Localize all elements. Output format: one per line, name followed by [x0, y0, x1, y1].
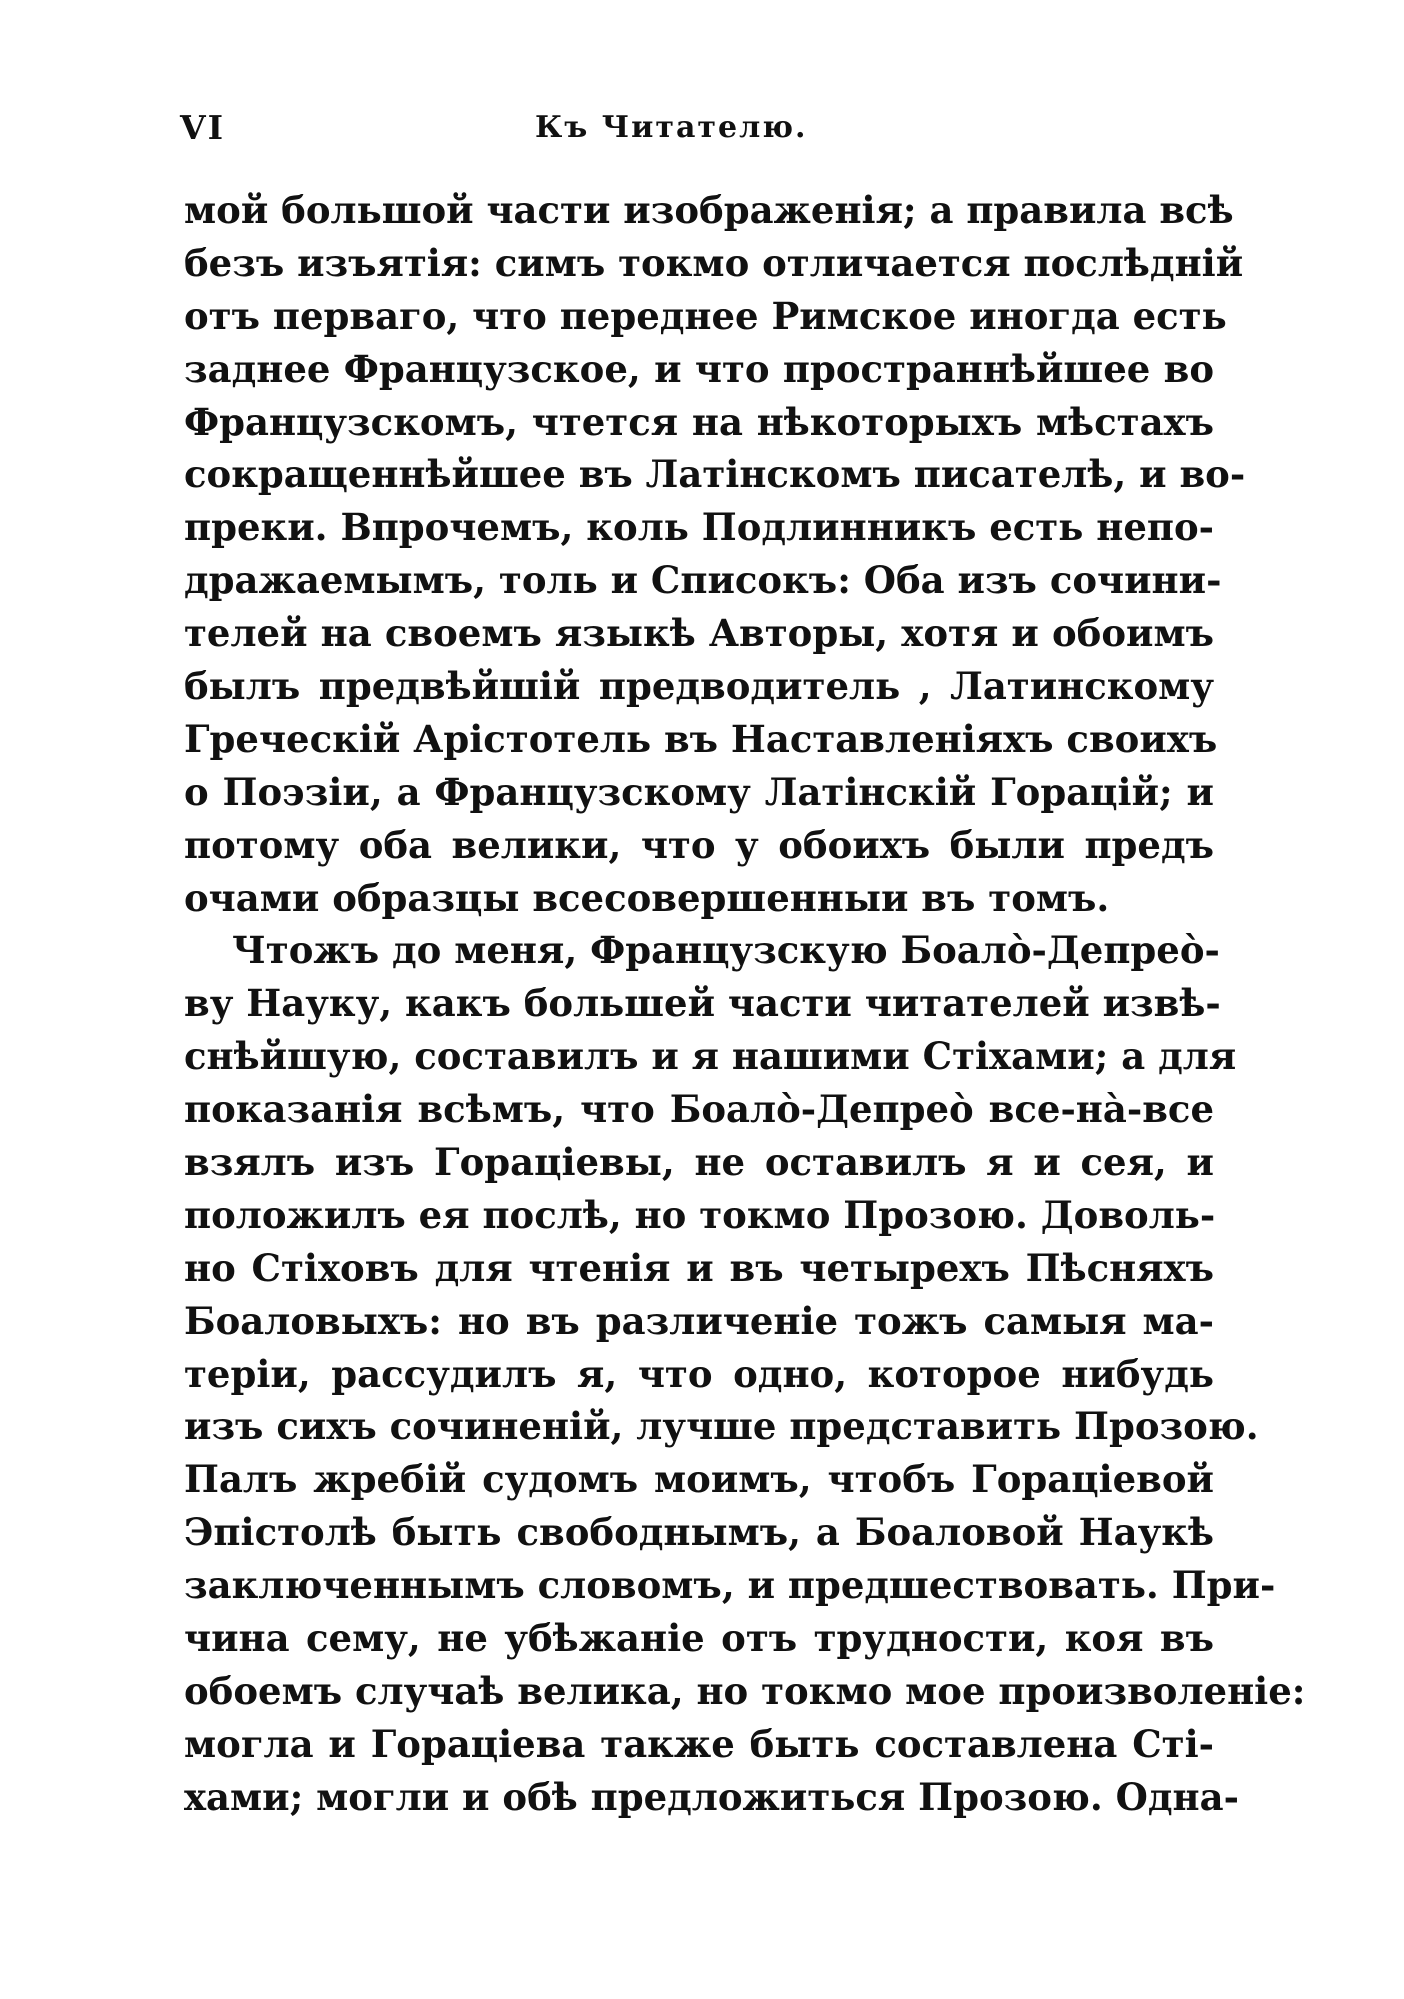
text-line: сокращеннѣйшее въ Латінскомъ писателѣ, и во-: [184, 452, 1246, 497]
text-line: снѣйшую, составилъ и я нашими Стіхами; а для: [184, 1034, 1237, 1079]
text-line: ву Науку, какъ большей части читателей извѣ-: [184, 981, 1221, 1026]
text-line: обоемъ случаѣ велика, но токмо мое произволеніе:: [184, 1668, 1306, 1713]
paragraph-end-line: очами образцы всесовершенныи въ томъ.: [184, 875, 1110, 920]
text-line: Французскомъ, чтется на нѣкоторыхъ мѣстахъ: [184, 399, 1214, 444]
text-line: но Стіховъ для чтенія и въ четырехъ Пѣсняхъ: [184, 1245, 1214, 1290]
text-line: былъ предвѣйшій предводитель , Латинскому: [184, 664, 1214, 709]
text-line: изъ сихъ сочиненій, лучше представить Прозою.: [184, 1404, 1259, 1449]
text-line: отъ перваго, что переднее Римское иногда есть: [184, 293, 1227, 338]
text-line: чина сему, не убѣжаніе отъ трудности, коя въ: [184, 1616, 1214, 1661]
text-line: заднее Французское, и что пространнѣйшее во: [184, 346, 1214, 391]
paragraph-start-line: Чтожъ до меня, Французскую Боалò-Депреò-: [232, 928, 1220, 973]
body-text: [184, 184, 1306, 1824]
text-line: хами; могли и обѣ предложиться Прозою. Одна-: [184, 1774, 1239, 1819]
text-line: теріи, рассудилъ я, что одно, которое нибудь: [184, 1351, 1214, 1396]
text-line: могла и Гораціева также быть составлена Сті-: [184, 1721, 1214, 1766]
text-line: преки. Впрочемъ, коль Подлинникъ есть непо-: [184, 505, 1214, 550]
text-line: Эпістолѣ быть свободнымъ, а Боаловой Наукѣ: [184, 1510, 1214, 1555]
text-line: телей на своемъ языкѣ Авторы, хотя и обоимъ: [184, 611, 1214, 656]
text-line: потому оба велики, что у обоихъ были предъ: [184, 822, 1214, 867]
text-line: положилъ ея послѣ, но токмо Прозою. Доволь-: [184, 1192, 1216, 1237]
text-line: Греческій Арістотель въ Наставленіяхъ своихъ: [184, 716, 1218, 761]
text-line: мой большой части изображенія; а правила всѣ: [184, 188, 1234, 232]
page-number: VI: [180, 108, 226, 147]
text-line: заключеннымъ словомъ, и предшествовать. При-: [184, 1563, 1276, 1608]
text-line: взялъ изъ Гораціевы, не оставилъ я и сея, и: [184, 1140, 1214, 1185]
text-line: безъ изъятія: симъ токмо отличается послѣдній: [184, 240, 1244, 285]
text-line: о Поэзіи, а Французскому Латінскій Горацій; и: [184, 769, 1214, 814]
text-line: Боаловыхъ: но въ различеніе тожъ самыя ма-: [184, 1298, 1214, 1343]
text-line: Палъ жребій судомъ моимъ, чтобъ Гораціевой: [184, 1457, 1214, 1502]
text-line: дражаемымъ, толь и Списокъ: Оба изъ сочини-: [184, 558, 1222, 603]
running-head: [180, 108, 1225, 158]
text-line: показанія всѣмъ, что Боалò-Депреò все-нà-все: [184, 1087, 1214, 1132]
running-title: Къ Читателю.: [535, 110, 808, 145]
